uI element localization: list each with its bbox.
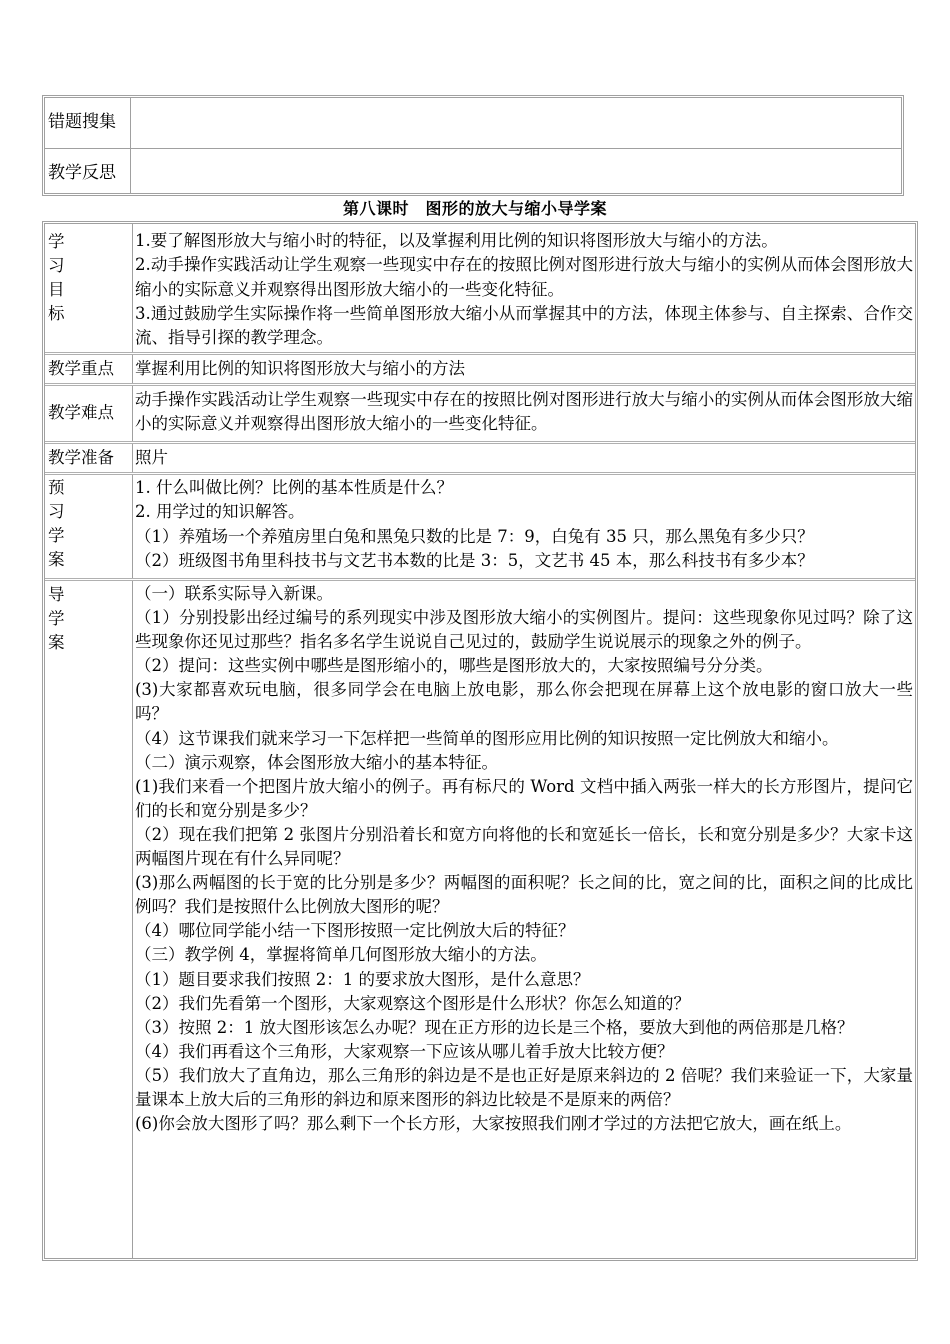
goals-label-char: 目 [48,280,65,299]
difficulty-value: 动手操作实践活动让学生观察一些现实中存在的按照比例对图形进行放大与缩小的实例从而体会图形放大缩小的实际意义并观察得出图形放大缩小的一些变化特征。 [135,390,913,434]
guide-item: （2）提问：这些实例中哪些是图形缩小的，哪些是图形放大的，大家按照编号分分类。 [135,656,773,676]
guide-item: （2）我们先看第一个图形，大家观察这个图形是什么形状？你怎么知道的？ [135,993,690,1013]
goals-row [45,224,915,355]
goals-label-char: 习 [48,256,65,275]
goal-item: 1.要了解图形放大与缩小时的特征，以及掌握利用比例的知识将图形放大与缩小的方法。 [135,231,778,250]
preview-label [45,475,133,578]
lesson-plan-table [42,221,918,1261]
guide-item: （1）题目要求我们按照 2：1 的要求放大图形，是什么意思？ [135,969,590,989]
preview-label-char: 预 [48,478,65,497]
guide-item: （5）我们放大了直角边，那么三角形的斜边是不是也正好是原来斜边的 2 倍呢？我们来验证一下，大家量量课本上放大后的三角形的斜边和原来图形的斜边比较是不是原来的两倍？ [135,1065,913,1109]
goal-item: 3.通过鼓励学生实际操作将一些简单图形放大缩小从而掌握其中的方法，体现主体参与、自主探索、合作交流、指导引探的教学理念。 [135,303,913,348]
reflection-table [42,95,904,196]
goals-label-char: 标 [48,304,65,323]
guide-item: (3)那么两幅图的长于宽的比分别是多少？两幅图的面积呢？长之间的比，宽之间的比，面积之间的比成比例吗？我们是按照什么比例放大图形的呢？ [135,873,913,917]
table-row [45,98,901,149]
preview-item: （1）养殖场一个养殖房里白兔和黑兔只数的比是 7：9，白兔有 35 只，那么黑兔有多少只？ [135,526,814,546]
preview-label-char: 习 [48,502,65,521]
guide-item: （4）哪位同学能小结一下图形按照一定比例放大后的特征？ [135,921,575,941]
goals-label [45,224,133,352]
preview-item: 2. 用学过的知识解答。 [135,502,305,522]
preparation-row [45,444,915,475]
table-row [45,149,901,193]
guide-label-char: 案 [48,633,65,652]
key-point-row [45,355,915,386]
guide-label-char: 导 [48,585,65,604]
guide-item: （4）我们再看这个三角形，大家观察一下应该从哪儿着手放大比较方便？ [135,1041,674,1061]
lesson-title: 第八课时 图形的放大与缩小导学案 [342,199,607,218]
guide-label [45,581,133,1258]
guide-item: (1)我们来看一个把图片放大缩小的例子。再有标尺的 Word 文档中插入两张一样大的长方形图片，提问它们的长和宽分别是多少？ [135,776,913,820]
key-point-value: 掌握利用比例的知识将图形放大与缩小的方法 [135,359,465,378]
guide-item: （二）演示观察，体会图形放大缩小的基本特征。 [135,752,498,772]
guide-row [45,581,915,1258]
preview-item: （2）班级图书角里科技书与文艺书本数的比是 3：5，文艺书 45 本，那么科技书有多少本？ [135,550,814,570]
preview-row [45,475,915,581]
difficulty-label: 教学难点 [45,386,133,441]
guide-item: （1）分别投影出经过编号的系列现实中涉及图形放大缩小的实例图片。提问：这些现象你见过吗？除了这些现象你还见过那些？指名多名学生说说自己见过的，鼓励学生说说展示的现象之外的例子。 [135,608,913,652]
guide-item: （4）这节课我们就来学习一下怎样把一些简单的图形应用比例的知识按照一定比例放大和缩小。 [135,728,839,748]
preview-label-char: 案 [48,550,65,569]
preview-label-char: 学 [48,526,65,545]
difficulty-row [45,386,915,444]
guide-item: （2）现在我们把第 2 张图片分别沿着长和宽方向将他的长和宽延长一倍长，长和宽分别是多少？大家卡这两幅图片现在有什么异同呢？ [135,824,913,869]
guide-item: (3)大家都喜欢玩电脑，很多同学会在电脑上放电影，那么你会把现在屏幕上这个放电影的窗口放大一些吗？ [135,680,913,724]
guide-content [133,581,915,1258]
preview-content [133,475,915,578]
guide-item: （三）教学例 4，掌握将简单几何图形放大缩小的方法。 [135,945,547,965]
goals-label-char: 学 [48,232,65,251]
key-point-label: 教学重点 [45,355,133,383]
goal-item: 2.动手操作实践活动让学生观察一些现实中存在的按照比例对图形进行放大与缩小的实例从而体会图形放大缩小的实际意义并观察得出图形放大缩小的一些变化特征。 [135,255,913,299]
row-label-wrong-questions: 错题搜集 [45,98,131,148]
row-value-teaching-reflection [131,149,901,193]
preview-item: 1. 什么叫做比例？比例的基本性质是什么？ [135,478,453,497]
guide-item: （3）按照 2：1 放大图形该怎么办呢？现在正方形的边长是三个格，要放大到他的两倍那是几格？ [135,1017,854,1037]
preparation-label: 教学准备 [45,444,133,472]
row-label-teaching-reflection: 教学反思 [45,149,131,193]
goals-content [133,224,915,352]
guide-label-char: 学 [48,609,65,628]
row-value-wrong-questions [131,98,901,148]
preparation-value: 照片 [135,448,168,467]
guide-item: （一）联系实际导入新课。 [135,584,333,603]
guide-item: (6)你会放大图形了吗？那么剩下一个长方形，大家按照我们刚才学过的方法把它放大，画在纸上。 [135,1114,852,1134]
